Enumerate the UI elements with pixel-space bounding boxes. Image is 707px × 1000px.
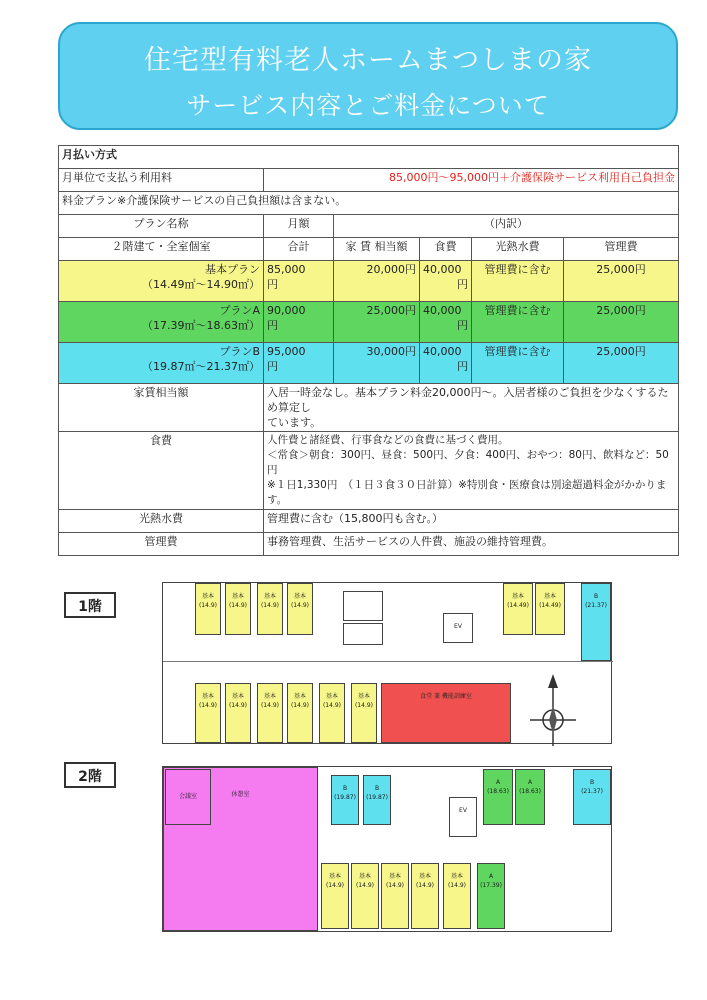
room-basic: 基本 (14.9) bbox=[381, 863, 409, 929]
section-heading: 月払い方式 bbox=[59, 146, 679, 169]
plan-size: （14.49㎡～14.90㎡） bbox=[142, 278, 260, 291]
plan-total-unit: 円 bbox=[267, 360, 278, 373]
header-mgmt: 管理費 bbox=[564, 238, 679, 261]
header-utility: 光熱水費 bbox=[472, 238, 564, 261]
plan-rent: 25,000円 bbox=[334, 302, 420, 343]
plan-utility: 管理費に含む bbox=[472, 343, 564, 384]
header-building: ２階建て・全室個室 bbox=[59, 238, 264, 261]
room-plan-b: B (21.37) bbox=[573, 769, 611, 825]
detail-utility-row bbox=[59, 510, 679, 533]
detail-line: 入居一時金なし。基本プラン料金20,000円～。入居者様のご負担を少なくするため算定し bbox=[267, 386, 669, 414]
header-breakdown: （内訳） bbox=[334, 215, 679, 238]
room-basic: 基本 (14.9) bbox=[443, 863, 471, 929]
floor-2-plan bbox=[162, 766, 612, 932]
header-rent: 家 賃 相当額 bbox=[334, 238, 420, 261]
plan-utility: 管理費に含む bbox=[472, 302, 564, 343]
room-basic: 基本 (14.9) bbox=[411, 863, 439, 929]
header-plan: プラン名称 bbox=[59, 215, 264, 238]
plan-row-b bbox=[59, 343, 679, 384]
detail-line: ＜常食＞朝食：300円、昼食：500円、夕食：400円、おやつ：80円、飲料など：50円 bbox=[267, 449, 669, 476]
plan-rent: 20,000円 bbox=[334, 261, 420, 302]
plan-note: 料金プラン※介護保険サービスの自己負担額は含まない。 bbox=[59, 192, 679, 215]
room-basic: 基本 (14.49) bbox=[535, 583, 565, 635]
plan-total: 85,000 bbox=[267, 263, 306, 276]
plan-mgmt: 25,000円 bbox=[564, 343, 679, 384]
plan-size: （19.87㎡～21.37㎡） bbox=[142, 360, 260, 373]
elevator: EV bbox=[449, 797, 477, 837]
room-plan-a: A (18.63) bbox=[515, 769, 545, 825]
plan-rent: 30,000円 bbox=[334, 343, 420, 384]
room-basic: 基本 (14.9) bbox=[195, 683, 221, 743]
plan-total: 95,000 bbox=[267, 345, 306, 358]
detail-line: ※１日1,330円 （１日３食３０日計算）※特別食・医療食は別途超過料金がかかります。 bbox=[267, 479, 667, 506]
plan-food: 40,000 bbox=[423, 263, 462, 276]
header-monthly: 月額 bbox=[264, 215, 334, 238]
facility-name: 住宅型有料老人ホームまつしまの家 bbox=[144, 45, 592, 76]
detail-line: 事務管理費、生活サービスの人件費、施設の維持管理費。 bbox=[264, 533, 679, 556]
detail-food-row bbox=[59, 432, 679, 510]
plan-total-unit: 円 bbox=[267, 278, 278, 291]
monthly-value: 85,000円～95,000円＋介護保険サービス利用自己負担金 bbox=[264, 169, 679, 192]
plan-food: 40,000 bbox=[423, 304, 462, 317]
room-basic: 基本 (14.49) bbox=[503, 583, 533, 635]
plan-food-unit: 円 bbox=[457, 319, 468, 332]
detail-mgmt-row bbox=[59, 533, 679, 556]
header-total: 合計 bbox=[264, 238, 334, 261]
title-banner bbox=[58, 22, 678, 130]
detail-line: 人件費と諸経費、行事食などの食費に基づく費用。 bbox=[267, 434, 509, 446]
plan-row-a bbox=[59, 302, 679, 343]
plan-food-unit: 円 bbox=[457, 360, 468, 373]
meeting-room: 会議室 bbox=[165, 769, 211, 825]
room-plan-a: A (18.63) bbox=[483, 769, 513, 825]
plan-mgmt: 25,000円 bbox=[564, 261, 679, 302]
plan-row-basic bbox=[59, 261, 679, 302]
room-basic: 基本 (14.9) bbox=[351, 683, 377, 743]
common-hall: 休憩室 bbox=[163, 767, 318, 931]
detail-rent-row bbox=[59, 384, 679, 432]
laundry-room bbox=[343, 623, 383, 645]
plan-name: プランA bbox=[219, 304, 260, 317]
plan-food-unit: 円 bbox=[457, 278, 468, 291]
compass-icon bbox=[528, 672, 578, 750]
plan-total: 90,000 bbox=[267, 304, 306, 317]
plan-name: 基本プラン bbox=[205, 263, 260, 276]
detail-label: 家賃相当額 bbox=[59, 384, 264, 432]
room-basic: 基本 (14.9) bbox=[225, 683, 251, 743]
room-plan-b: B (21.37) bbox=[581, 583, 611, 661]
detail-line: 管理費に含む（15,800円も含む。） bbox=[264, 510, 679, 533]
room-plan-b: B (19.87) bbox=[331, 775, 359, 825]
plan-food: 40,000 bbox=[423, 345, 462, 358]
floor-2-label: 2階 bbox=[64, 762, 116, 788]
elevator: EV bbox=[443, 613, 473, 643]
room-basic: 基本 (14.9) bbox=[257, 683, 283, 743]
room-basic: 基本 (14.9) bbox=[351, 863, 379, 929]
room-basic: 基本 (14.9) bbox=[195, 583, 221, 635]
room-basic: 基本 (14.9) bbox=[257, 583, 283, 635]
room-basic: 基本 (14.9) bbox=[319, 683, 345, 743]
page-subtitle: サービス内容とご料金について bbox=[186, 91, 550, 120]
room-basic: 基本 (14.9) bbox=[321, 863, 349, 929]
room-basic: 基本 (14.9) bbox=[287, 683, 313, 743]
detail-label: 食費 bbox=[59, 432, 264, 510]
corridor-line bbox=[163, 661, 613, 662]
detail-line: ています。 bbox=[267, 416, 322, 429]
dining-room: 食堂 兼 機能訓練室 bbox=[381, 683, 511, 743]
floor-1-label: 1階 bbox=[64, 592, 116, 618]
plan-total-unit: 円 bbox=[267, 319, 278, 332]
room-plan-b: B (19.87) bbox=[363, 775, 391, 825]
header-food: 食費 bbox=[420, 238, 472, 261]
plan-mgmt: 25,000円 bbox=[564, 302, 679, 343]
plan-name: プランB bbox=[219, 345, 260, 358]
room-basic: 基本 (14.9) bbox=[287, 583, 313, 635]
room-basic: 基本 (14.9) bbox=[225, 583, 251, 635]
plan-size: （17.39㎡～18.63㎡） bbox=[142, 319, 260, 332]
plan-utility: 管理費に含む bbox=[472, 261, 564, 302]
room-plan-a: A (17.39) bbox=[477, 863, 505, 929]
fee-table bbox=[58, 145, 679, 556]
monthly-label: 月単位で支払う利用料 bbox=[59, 169, 264, 192]
detail-label: 管理費 bbox=[59, 533, 264, 556]
detail-label: 光熱水費 bbox=[59, 510, 264, 533]
utility-room bbox=[343, 591, 383, 621]
